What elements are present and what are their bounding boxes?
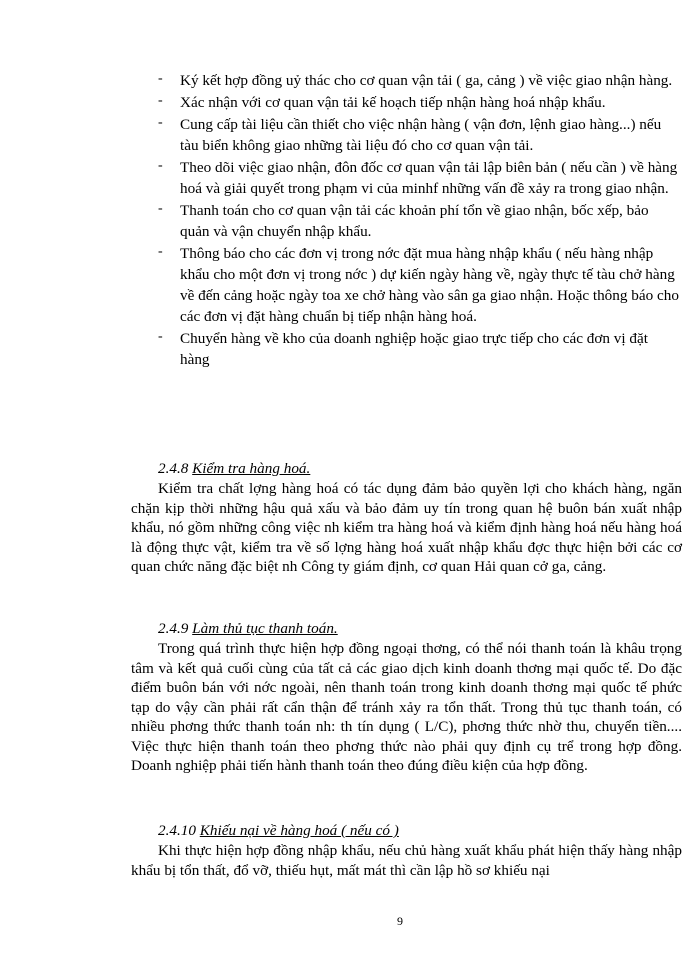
bullet-item (158, 70, 680, 91)
bullet-dash: - (158, 115, 163, 130)
section-number: 2.4.9 (158, 620, 189, 637)
section-paragraph-2-4-8: Kiểm tra chất lợng hàng hoá có tác dụng đảm bảo quyền lợi cho khách hàng, ngăn chặn kịp thời những hậu quả xấu và bảo đảm uy tín trong quan hệ buôn bán xuất nhập khẩu, nó gồm những công việc nh kiểm tra hàng hoá và kiểm định hàng hoá nếu hàng hoá là động thực vật, kiểm tra về số lợng hàng hoá xuất nhập khẩu đợc thực hiện bởi các cơ quan chức năng đặc biệt nh Công ty giám định, cơ quan Hải quan cở ga, cảng. (131, 480, 682, 575)
section-title: Khiếu nại về hàng hoá ( nếu có ) (199, 822, 399, 839)
section-paragraph-2-4-10: Khi thực hiện hợp đồng nhập khẩu, nếu chủ hàng xuất khẩu phát hiện thấy hàng nhập khẩu bị tổn thất, đổ vỡ, thiếu hụt, mất mát thì cần lập hồ sơ khiếu nại (131, 842, 682, 879)
section-title: Kiểm tra hàng hoá. (192, 460, 311, 477)
bullet-item (158, 92, 680, 113)
bullet-text: Chuyển hàng về kho của doanh nghiệp hoặc giao trực tiếp cho các đơn vị đặt hàng (180, 330, 648, 368)
bullet-text: Thanh toán cho cơ quan vận tải các khoản phí tổn về giao nhận, bốc xếp, bảo quản và vận chuyển nhập khẩu. (180, 202, 649, 240)
bullet-text: Cung cấp tài liệu cần thiết cho việc nhận hàng ( vận đơn, lệnh giao hàng...) nếu tàu biển không giao những tài liệu đó cho cơ quan vận tải. (180, 116, 662, 154)
section-heading-2-4-8 (158, 460, 310, 478)
section-paragraph-2-4-9: Trong quá trình thực hiện hợp đồng ngoại thơng, có thể nói thanh toán là khâu trọng tâm và kết quả cuối cùng của tất cả các giao dịch kinh doanh thơng mại quốc tế. Do đặc điểm buôn bán với nớc ngoài, nên thanh toán trong kinh doanh thơng mại quốc tế phức tạp do vậy cần phải rất cẩn thận để tránh xảy ra tổn thất. Trong thủ tục thanh toán, có nhiều phơng thức thanh toán nh: th tín dụng ( L/C), phơng thức nhờ thu, chuyển tiền.... Việc thực hiện thanh toán theo phơng thức nào phải quy định cụ trể trong hợp đồng. Doanh nghiệp phải tiến hành thanh toán theo đúng điều kiện của hợp đồng. (131, 640, 682, 774)
bullet-text: Thông báo cho các đơn vị trong nớc đặt mua hàng nhập khẩu ( nếu hàng nhập khẩu cho một đơn vị trong nớc ) dự kiến ngày hàng về, ngày thực tế tàu chở hàng về đến cảng hoặc ngày toa xe chở hàng vào sân ga giao nhận. Hoặc thông báo cho các đơn vị đặt hàng chuẩn bị tiếp nhận hàng hoá. (180, 245, 679, 325)
bullet-text: Ký kết hợp đồng uỷ thác cho cơ quan vận tải ( ga, cảng ) về việc giao nhận hàng. (180, 72, 673, 89)
section-title: Làm thủ tục thanh toán. (192, 620, 338, 637)
bullet-list (0, 70, 700, 371)
bullet-item (158, 243, 680, 327)
bullet-item (158, 200, 680, 242)
section-number: 2.4.10 (158, 822, 196, 839)
bullet-item (158, 157, 680, 199)
bullet-item (158, 114, 680, 156)
bullet-text: Theo dõi việc giao nhận, đôn đốc cơ quan vận tải lập biên bản ( nếu cần ) về hàng hoá và giải quyết trong phạm vi của minhf những vấn đề xảy ra trong giao nhận. (180, 159, 678, 197)
bullet-dash: - (158, 158, 163, 173)
bullet-text: Xác nhận với cơ quan vận tải kế hoạch tiếp nhận hàng hoá nhập khẩu. (180, 94, 606, 111)
bullet-dash: - (158, 93, 163, 108)
bullet-item (158, 328, 680, 370)
section-heading-2-4-9 (158, 620, 338, 638)
bullet-dash: - (158, 329, 163, 344)
bullet-dash: - (158, 201, 163, 216)
page-number: 9 (397, 914, 403, 928)
bullet-dash: - (158, 71, 163, 86)
section-heading-2-4-10 (158, 822, 399, 840)
section-number: 2.4.8 (158, 460, 189, 477)
bullet-dash: - (158, 244, 163, 259)
